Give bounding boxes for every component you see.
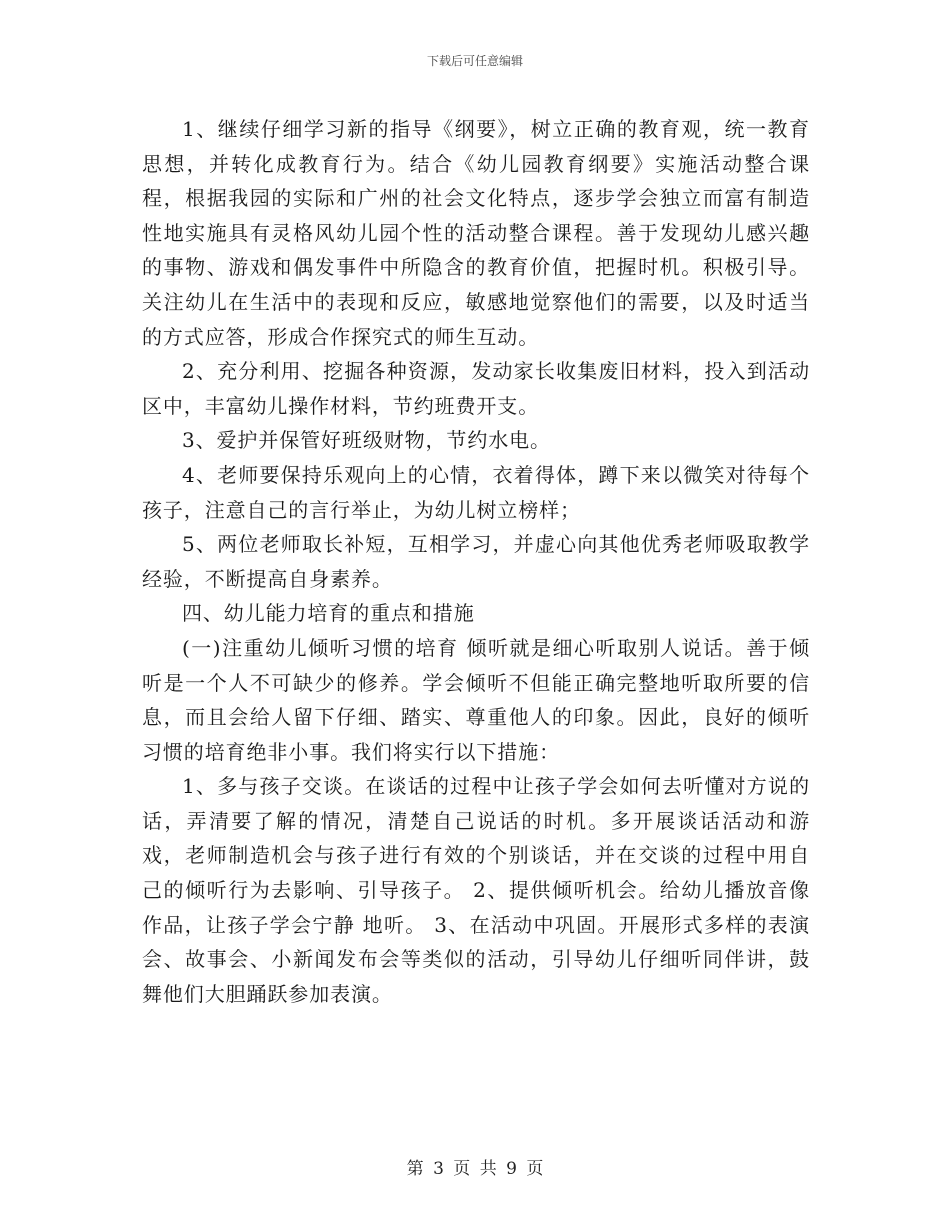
paragraph-item-1: 1、继续仔细学习新的指导《纲要》，树立正确的教育观，统一教育思想，并转化成教育行为。结合《幼儿园教育纲要》实施活动整合课程，根据我园的实际和广州的社会文化特点，逐步学会独立而富有制造性地实施具有灵格风幼儿园个性的活动整合课程。善于发现幼儿感兴趣的事物、游戏和偶发事件中所隐含的教育价值，把握时机。积极引导。关注幼儿在生活中的表现和反应，敏感地觉察他们的需要，以及时适当的方式应答，形成合作探究式的师生互动。	[142, 117, 810, 349]
document-body	[142, 112, 810, 1011]
paragraph-item-3: 3、爱护并保管好班级财物，节约水电。	[182, 428, 551, 453]
section-heading: 四、幼儿能力培育的重点和措施	[182, 601, 475, 626]
page-header: 下载后可任意编辑	[426, 54, 523, 68]
page-number: 第 3 页 共 9 页	[406, 1159, 544, 1179]
paragraph-item-2: 2、充分利用、挖掘各种资源，发动家长收集废旧材料，投入到活动区中，丰富幼儿操作材料，节约班费开支。	[142, 359, 810, 418]
paragraph-listening-measures: 1、多与孩子交谈。在谈话的过程中让孩子学会如何去听懂对方说的话，弄清要了解的情况，清楚自己说话的时机。多开展谈话活动和游戏，老师制造机会与孩子进行有效的个别谈话，并在交谈的过程中用自己的倾听行为去影响、引导孩子。 2、提供倾听机会。给幼儿播放音像作品，让孩子学会宁静 地听。 3、在活动中巩固。开展形式多样的表演会、故事会、小新闻发布会等类似的活动，引导幼儿仔细听同伴讲，鼓舞他们大胆踊跃参加表演。	[142, 774, 810, 1006]
paragraph-listening-intro: (一)注重幼儿倾听习惯的培育 倾听就是细心听取别人说话。善于倾听是一个人不可缺少的修养。学会倾听不但能正确完整地听取所要的信息，而且会给人留下仔细、踏实、尊重他人的印象。因此，良好的倾听习惯的培育绝非小事。我们将实行以下措施：	[142, 635, 810, 764]
paragraph-item-5: 5、两位老师取长补短，互相学习，并虚心向其他优秀老师吸取教学经验，不断提高自身素养。	[142, 532, 810, 591]
paragraph-item-4: 4、老师要保持乐观向上的心情，衣着得体，蹲下来以微笑对待每个孩子，注意自己的言行举止，为幼儿树立榜样；	[142, 462, 810, 522]
